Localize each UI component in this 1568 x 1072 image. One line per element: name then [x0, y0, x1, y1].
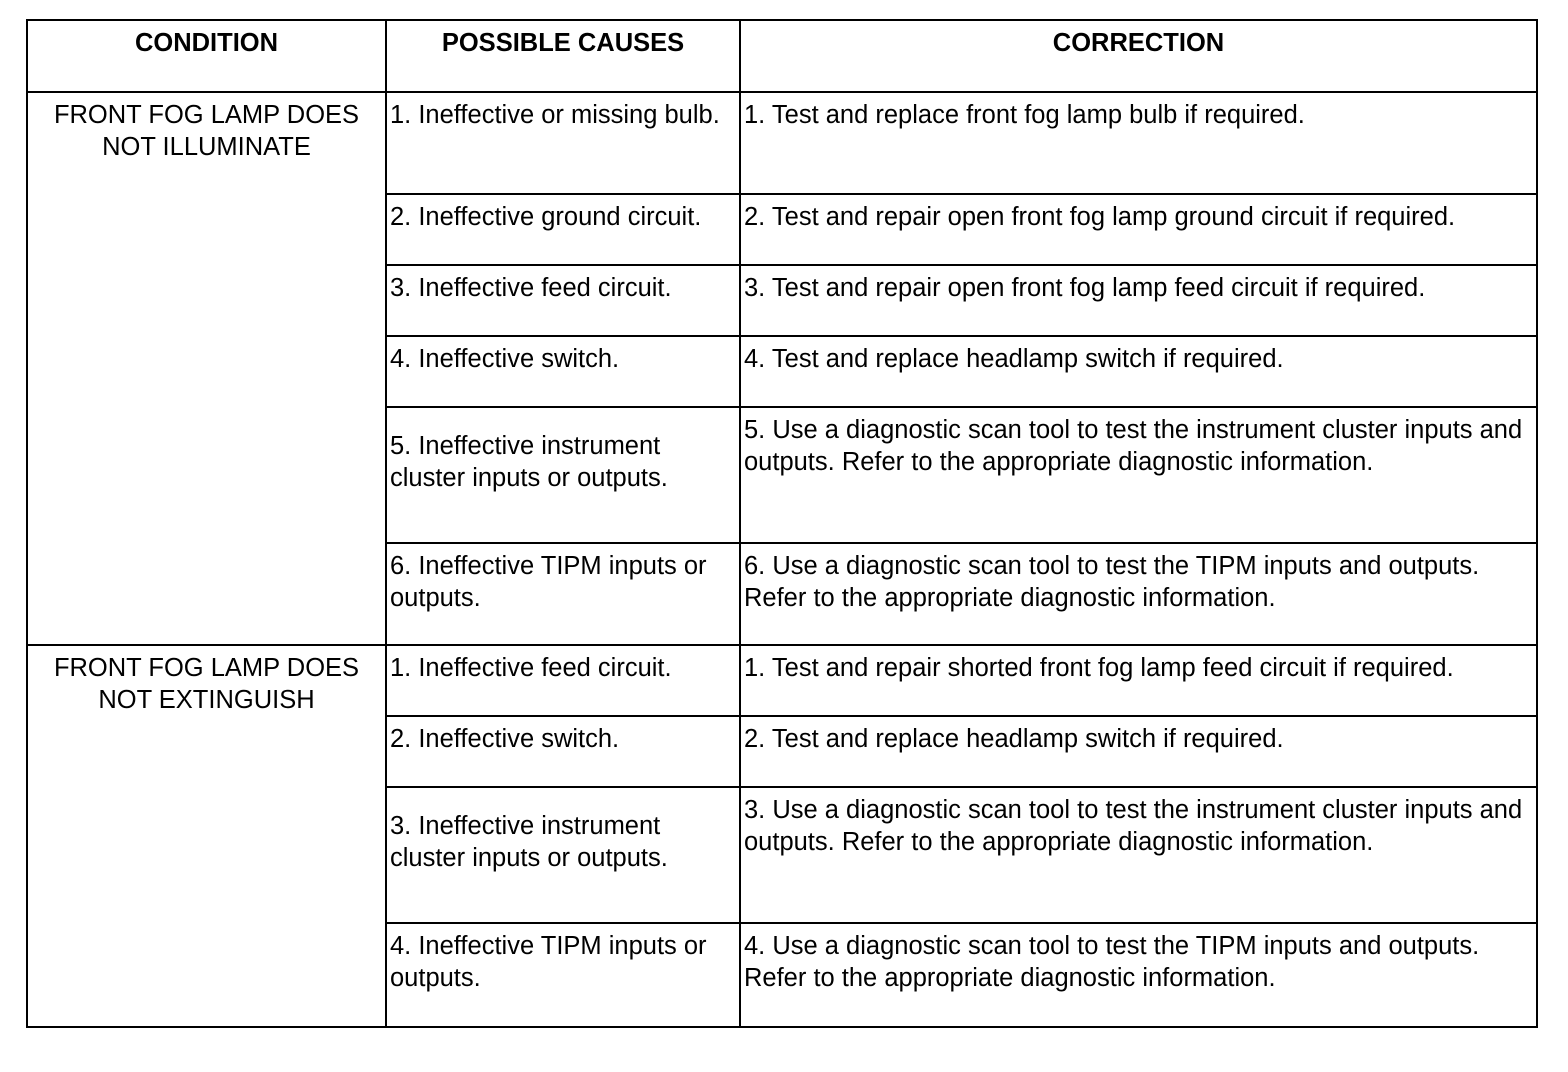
cause-cell: 4. Ineffective TIPM inputs or outputs.	[386, 923, 740, 1027]
cause-cell: 1. Ineffective feed circuit.	[386, 645, 740, 716]
correction-cell: 3. Use a diagnostic scan tool to test the instrument cluster inputs and outputs. Refer to the appropriate diagnostic information.	[740, 787, 1537, 923]
cause-cell: 1. Ineffective or missing bulb.	[386, 92, 740, 194]
correction-cell: 4. Use a diagnostic scan tool to test the TIPM inputs and outputs. Refer to the appropriate diagnostic information.	[740, 923, 1537, 1027]
cause-cell: 4. Ineffective switch.	[386, 336, 740, 407]
cause-cell: 6. Ineffective TIPM inputs or outputs.	[386, 543, 740, 645]
correction-cell: 2. Test and replace headlamp switch if required.	[740, 716, 1537, 787]
cause-cell: 3. Ineffective instrument cluster inputs or outputs.	[386, 787, 740, 923]
table-row	[27, 645, 1537, 716]
header-condition: CONDITION	[27, 20, 386, 92]
condition-cell: FRONT FOG LAMP DOES NOT EXTINGUISH	[27, 645, 386, 1027]
table-row	[27, 92, 1537, 194]
header-correction: CORRECTION	[740, 20, 1537, 92]
diagnosis-table	[26, 19, 1538, 1028]
correction-cell: 6. Use a diagnostic scan tool to test the TIPM inputs and outputs. Refer to the appropriate diagnostic information.	[740, 543, 1537, 645]
correction-cell: 4. Test and replace headlamp switch if required.	[740, 336, 1537, 407]
cause-cell: 2. Ineffective switch.	[386, 716, 740, 787]
correction-cell: 5. Use a diagnostic scan tool to test the instrument cluster inputs and outputs. Refer to the appropriate diagnostic information.	[740, 407, 1537, 543]
correction-cell: 1. Test and replace front fog lamp bulb if required.	[740, 92, 1537, 194]
cause-cell: 2. Ineffective ground circuit.	[386, 194, 740, 265]
condition-cell: FRONT FOG LAMP DOES NOT ILLUMINATE	[27, 92, 386, 645]
correction-cell: 2. Test and repair open front fog lamp ground circuit if required.	[740, 194, 1537, 265]
header-possible-causes: POSSIBLE CAUSES	[386, 20, 740, 92]
correction-cell: 3. Test and repair open front fog lamp feed circuit if required.	[740, 265, 1537, 336]
header-row	[27, 20, 1537, 92]
cause-cell: 5. Ineffective instrument cluster inputs or outputs.	[386, 407, 740, 543]
cause-cell: 3. Ineffective feed circuit.	[386, 265, 740, 336]
correction-cell: 1. Test and repair shorted front fog lamp feed circuit if required.	[740, 645, 1537, 716]
